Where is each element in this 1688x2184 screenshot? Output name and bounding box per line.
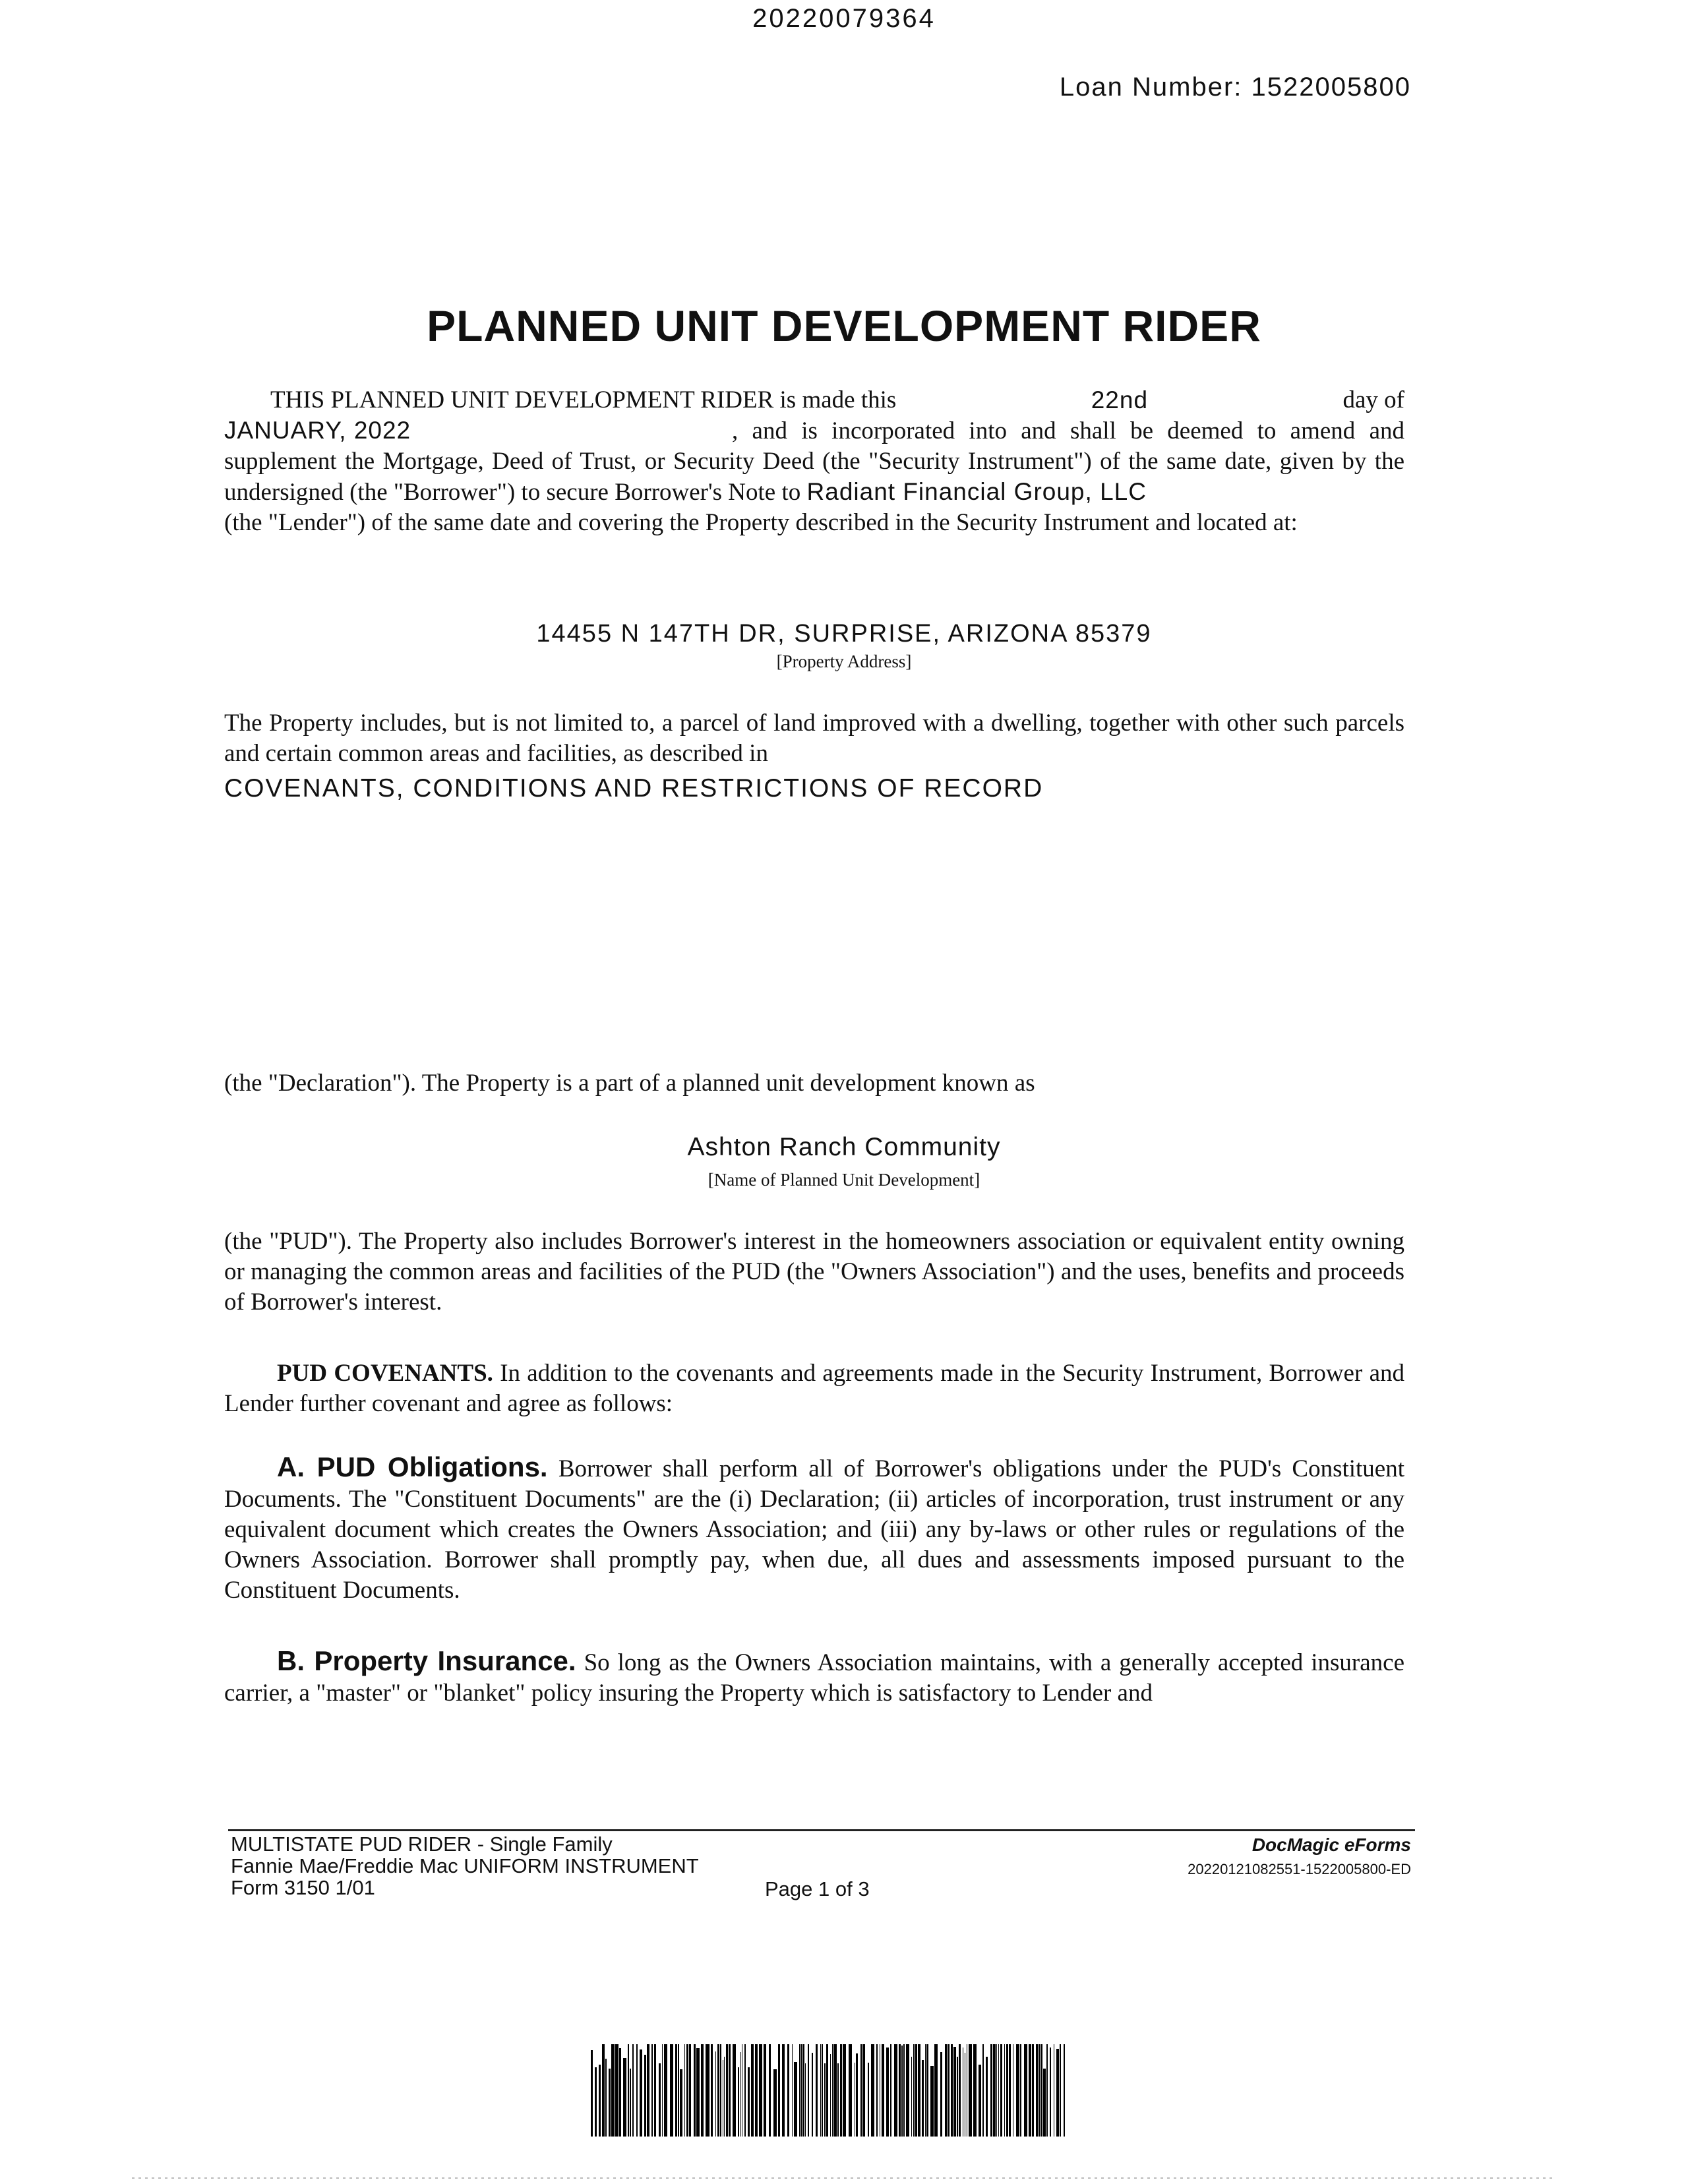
scan-artifact-line (132, 2177, 1556, 2179)
lender-name: Radiant Financial Group, LLC (806, 478, 1147, 505)
footer-form-info (231, 1833, 699, 1898)
property-address-caption: [Property Address] (776, 652, 912, 671)
intro-month-year: JANUARY, 2022 (224, 417, 411, 444)
document-code: 20220121082551-1522005800-ED (1188, 1861, 1411, 1877)
footer-line-1: MULTISTATE PUD RIDER - Single Family (231, 1833, 613, 1856)
intro-text-4: (the "Lender") of the same date and covering the Property described in the Security Instrument and located at: (224, 509, 1298, 536)
section-a-text: Borrower shall perform all of Borrower's obligations under the PUD's Constituent Documents. The "Constituent Documents" are the (i) Declaration; (ii) articles of incorporation, trust instrument or any equivalent document which creates the Owners Association; and (iii) any by-laws or other rules or regulations of the Owners Association. Borrower shall promptly pay, when due, all dues and assessments imposed pursuant to the Constituent Documents. (224, 1455, 1405, 1604)
barcode-icon (591, 2044, 1066, 2137)
page-number: Page 1 of 3 (765, 1877, 870, 1900)
loan-number-label: Loan Number: (1059, 73, 1243, 102)
section-b-text: So long as the Owners Association maintains, with a generally accepted insurance carrier, a "master" or "blanket" policy insuring the Property which is satisfactory to Lender and (224, 1649, 1405, 1707)
declaration-name: COVENANTS, CONDITIONS AND RESTRICTIONS OF RECORD (224, 774, 1044, 803)
recording-number: 20220079364 (752, 4, 936, 33)
loan-number-value: 1522005800 (1251, 73, 1411, 102)
footer-rule (228, 1829, 1415, 1831)
property-address: 14455 N 147TH DR, SURPRISE, ARIZONA 85379 (536, 620, 1152, 648)
intro-text-3: , and is incorporated into and shall be deemed to amend and supplement the Mortgage, Deed of Trust, or Security Deed (the "Security Instrument") of the same date, given by the undersigned (the "Borrower") to secure Borrower's Note to (224, 417, 1404, 506)
intro-text-2: day of (1342, 386, 1404, 413)
intro-day: 22nd (1091, 386, 1149, 413)
covenants-paragraph (224, 1358, 1404, 1419)
footer-line-2: Fannie Mae/Freddie Mac UNIFORM INSTRUMENT (231, 1854, 699, 1877)
section-a-paragraph (224, 1452, 1404, 1606)
intro-paragraph (224, 385, 1404, 538)
pud-name-caption: [Name of Planned Unit Development] (708, 1170, 980, 1190)
declaration-paragraph: The Property includes, but is not limited to, a parcel of land improved with a dwelling, together with other such parcels and certain common areas and facilities, as described in (224, 710, 1404, 767)
pud-paragraph: (the "PUD"). The Property also includes Borrower's interest in the homeowners association or equivalent entity owning or managing the common areas and facilities of the PUD (the "Owners Association") and the uses, benefits and proceeds of Borrower's interest. (224, 1228, 1404, 1316)
document-title: PLANNED UNIT DEVELOPMENT RIDER (427, 301, 1261, 350)
section-b-heading: B. Property Insurance. (277, 1645, 576, 1676)
section-a-heading: A. PUD Obligations. (277, 1451, 548, 1482)
section-b-paragraph (224, 1646, 1404, 1709)
loan-number-line (1060, 73, 1411, 102)
declaration-text: (the "Declaration"). The Property is a part of a planned unit development known as (224, 1070, 1035, 1097)
covenants-heading: PUD COVENANTS. (277, 1360, 493, 1387)
intro-text-1: THIS PLANNED UNIT DEVELOPMENT RIDER is made this (270, 386, 897, 413)
covenants-text: In addition to the covenants and agreements made in the Security Instrument, Borrower and Lender further covenant and agree as follows: (224, 1360, 1405, 1417)
footer-line-3: Form 3150 1/01 (231, 1876, 375, 1899)
docmagic-logo: DocMagic eForms (1251, 1835, 1411, 1855)
pud-name: Ashton Ranch Community (687, 1133, 1001, 1161)
